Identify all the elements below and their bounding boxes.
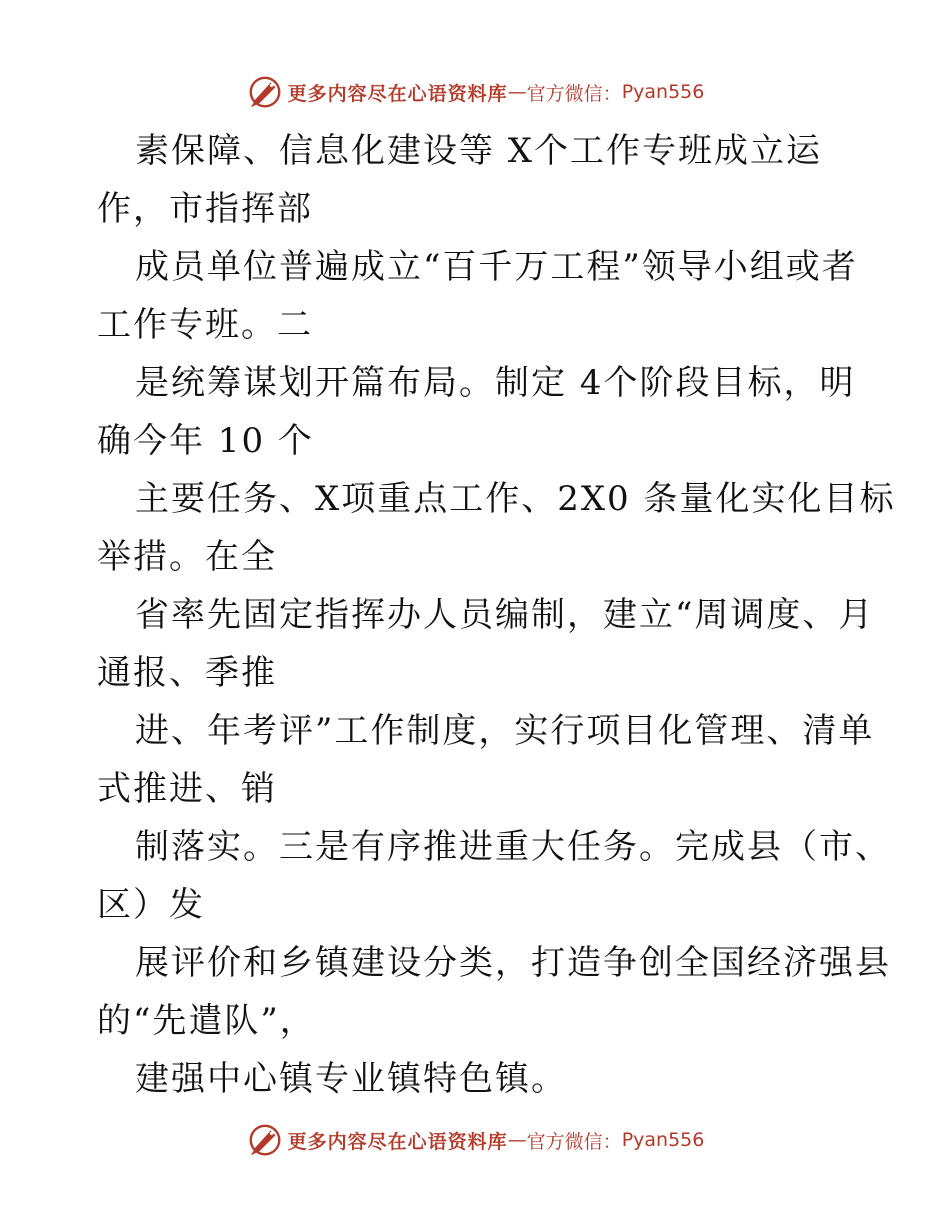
- paragraph-line: 展评价和乡镇建设分类，打造争创全国经济强县: [135, 943, 891, 983]
- document-body: [97, 122, 896, 1108]
- paragraph-line: 作，市指挥部: [97, 189, 313, 229]
- paragraph-line: 主要任务、X项重点工作、2X0 条量化实化目标: [135, 479, 896, 519]
- paragraph-line: 进、年考评”工作制度，实行项目化管理、清单: [135, 711, 875, 751]
- paragraph-line: 成员单位普遍成立“百千万工程”领导小组或者: [135, 247, 858, 287]
- banner-wechat-label: 官方微信：: [526, 1130, 622, 1153]
- banner-dash: —: [507, 81, 527, 103]
- paragraph-line: 式推进、销: [97, 769, 277, 809]
- paragraph-line: 通报、季推: [97, 653, 277, 693]
- pen-nib-logo-icon: [246, 1121, 284, 1159]
- banner-brand-text: 更多内容尽在心语资料库: [287, 1130, 508, 1153]
- paragraph-line: 制落实。三是有序推进重大任务。完成县（市、: [135, 827, 891, 867]
- paragraph-line: 举措。在全: [97, 537, 277, 577]
- pen-nib-logo-icon: [246, 73, 284, 111]
- footer-banner: [0, 1118, 950, 1162]
- banner-dash: —: [507, 1129, 527, 1151]
- paragraph-line: 确今年 10 个: [97, 421, 314, 461]
- paragraph-line: 省率先固定指挥办人员编制，建立“周调度、月: [135, 595, 875, 635]
- paragraph-line: 的“先遣队”，: [97, 1001, 316, 1041]
- banner-brand-text: 更多内容尽在心语资料库: [287, 82, 508, 105]
- banner-wechat-label: 官方微信：: [526, 82, 622, 105]
- banner-wechat-id: Pyan556: [621, 81, 705, 103]
- paragraph-line: 是统筹谋划开篇布局。制定 4个阶段目标，明: [135, 363, 856, 403]
- banner-wechat-id: Pyan556: [621, 1129, 705, 1151]
- header-banner: [0, 70, 950, 114]
- paragraph-line: 区）发: [97, 885, 205, 925]
- paragraph-line: 建强中心镇专业镇特色镇。: [135, 1059, 567, 1099]
- paragraph-line: 工作专班。二: [97, 305, 313, 345]
- paragraph-line: 素保障、信息化建设等 X个工作专班成立运: [135, 131, 823, 171]
